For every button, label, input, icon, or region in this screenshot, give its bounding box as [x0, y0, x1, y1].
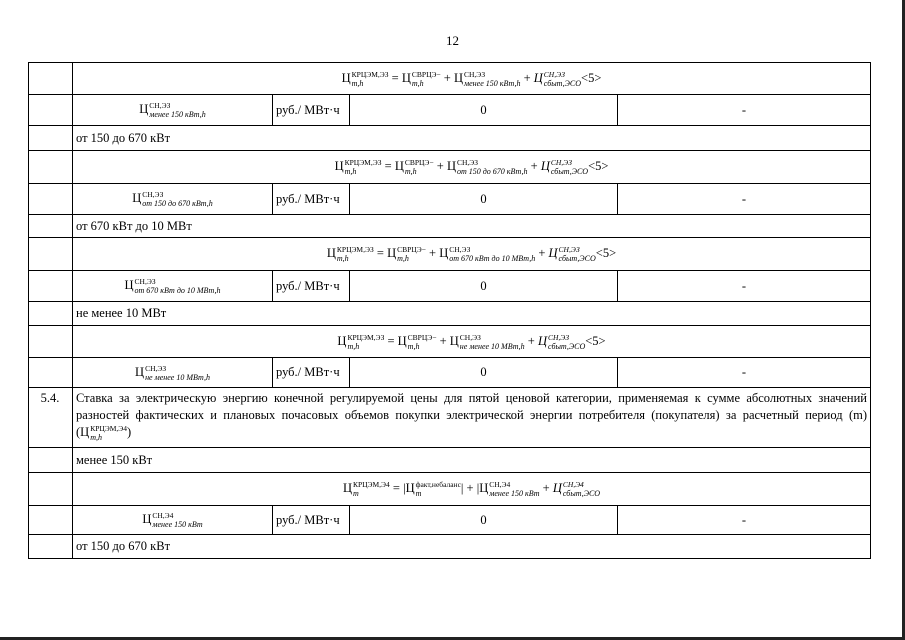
range-label: менее 150 кВт: [76, 452, 153, 467]
formula-row: [28, 237, 871, 270]
value-1: 0: [480, 512, 487, 527]
value-2: -: [741, 278, 747, 293]
label-row: [28, 125, 871, 150]
formula-row: [28, 472, 871, 505]
label-row: [28, 214, 871, 237]
section-5-4-row: [28, 387, 871, 447]
value-2: -: [741, 365, 747, 379]
formula-row: [28, 62, 871, 94]
unit: руб./ МВт·ч: [276, 512, 340, 527]
tariff-row: [28, 94, 871, 125]
range-label: от 670 кВт до 10 МВт: [76, 218, 192, 233]
tariff-row: [28, 183, 871, 214]
range-label: от 150 до 670 кВт: [76, 130, 171, 145]
unit: руб./ МВт·ч: [276, 278, 340, 293]
value-1: 0: [480, 365, 487, 379]
formula: Ц КРЦЭМ,ЭЗ m,h = Ц СВРЦЭ− m,h + Ц СН,ЭЗ от 670 кВт до 10 МВт,h + Ц СН,ЭЗ сбыт,ЭСО <5>: [326, 245, 617, 263]
section-number: 5.4.: [40, 391, 60, 405]
rate-symbol: Ц СН,ЭЗ не менее 10 МВт,h: [135, 363, 210, 382]
formula: Ц КРЦЭМ,Э4 m = |Ц факт,небаланс m | + |Ц СН,Э4 менее 150 кВт + Ц СН,Э4 сбыт,ЭСО: [342, 480, 601, 498]
value-2: -: [741, 512, 747, 527]
tariff-row: [28, 270, 871, 301]
rate-symbol: Ц СН,ЭЗ от 150 до 670 кВт,h: [132, 190, 213, 208]
value-1: 0: [480, 102, 487, 117]
unit: руб./ МВт·ч: [276, 365, 340, 379]
formula: Ц КРЦЭМ,ЭЗ m,h = Ц СВРЦЭ− m,h + Ц СН,ЭЗ не менее 10 МВт,h + Ц СН,ЭЗ сбыт,ЭСО <5>: [337, 332, 606, 351]
tariff-row: [28, 357, 871, 387]
page-number: 12: [446, 33, 459, 48]
label-row: [28, 534, 871, 559]
tariff-table: [28, 62, 871, 559]
range-label: не менее 10 МВт: [76, 306, 167, 320]
tariff-row: [28, 505, 871, 534]
formula: Ц КРЦЭМ,ЭЗ m,h = Ц СВРЦЭ− m,h + Ц СН,ЭЗ менее 150 кВт,h + Ц СН,ЭЗ сбыт,ЭСО <5>: [341, 69, 602, 88]
rate-symbol: Ц СН,Э4 менее 150 кВт: [142, 511, 203, 529]
rate-symbol: Ц СН,ЭЗ от 670 кВт до 10 МВт,h: [124, 277, 221, 295]
label-row: [28, 301, 871, 325]
unit: руб./ МВт·ч: [276, 191, 340, 206]
value-1: 0: [480, 191, 487, 206]
section-description: Ставка за электрическую энергию конечной регулируемой цены для пятой ценовой категории, применяемая к сумме абсолютных значений разностей фактических и плановых почасовых объемов покупки электрической энергии потребителя (покупателя) за расчетный период (m) (Ц КРЦЭМ,Э4 m,h ): [76, 391, 867, 443]
label-row: [28, 447, 871, 472]
value-1: 0: [480, 278, 487, 293]
value-2: -: [741, 191, 747, 206]
range-label: от 150 до 670 кВт: [76, 539, 171, 553]
formula-row: [28, 325, 871, 357]
unit: руб./ МВт·ч: [276, 102, 340, 117]
value-2: -: [741, 102, 747, 117]
formula-row: [28, 150, 871, 183]
formula: Ц КРЦЭМ,ЭЗ m,h = Ц СВРЦЭ− m,h + Ц СН,ЭЗ от 150 до 670 кВт,h + Ц СН,ЭЗ сбыт,ЭСО <5>: [334, 158, 609, 176]
rate-symbol: Ц СН,ЭЗ менее 150 кВт,h: [139, 101, 206, 119]
